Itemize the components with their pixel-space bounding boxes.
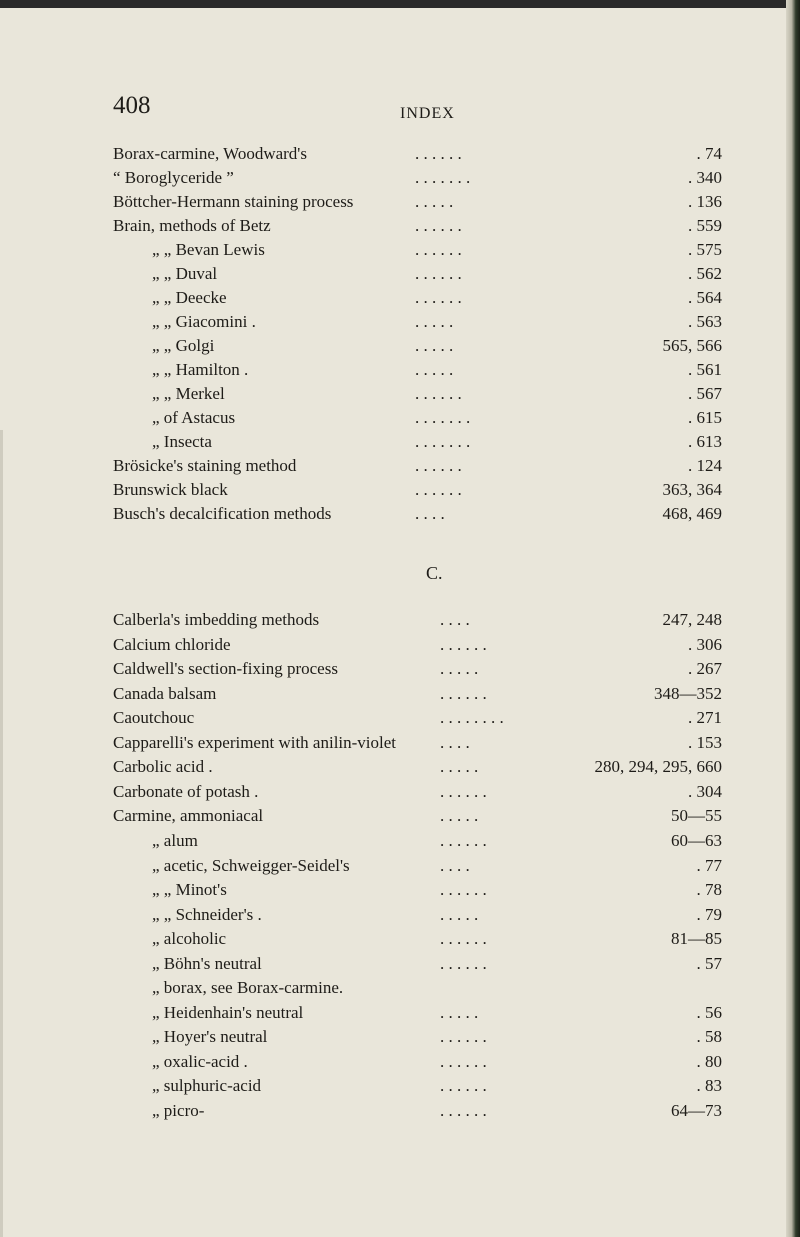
index-entry (0, 854, 800, 878)
entry-leader-dots: . . . . . (415, 192, 454, 211)
entry-page-ref: 81—85 (671, 929, 722, 949)
index-entry (0, 633, 800, 657)
entry-leader-dots: . . . . (440, 855, 470, 875)
entry-page-ref: 247, 248 (662, 610, 722, 629)
entry-leader-dots: . . . . . . (415, 144, 462, 163)
entry-leader-dots: . . . . . . (415, 264, 462, 283)
index-entry (0, 286, 800, 310)
entry-label: „ picro- (152, 1101, 205, 1120)
entry-leader-dots: . . . . . (440, 659, 479, 679)
entry-leader-dots: . . . . . . (440, 880, 487, 900)
running-head: INDEX (400, 105, 455, 122)
entry-page-ref: . 78 (696, 880, 722, 900)
index-entry (0, 1099, 800, 1123)
index-entry (0, 976, 800, 1000)
index-entry (0, 478, 800, 502)
entry-label: „ „ Giacomini . (152, 312, 256, 331)
entry-label: „ „ Hamilton . (152, 360, 249, 379)
index-entry (0, 454, 800, 478)
entry-page-ref: . 564 (688, 288, 722, 307)
entry-page-ref: . 567 (688, 384, 722, 403)
index-entry (0, 142, 800, 166)
index-entry (0, 682, 800, 706)
entry-label: „ „ Golgi (152, 336, 215, 355)
index-entry (0, 1050, 800, 1074)
entry-leader-dots: . . . . . . (440, 1051, 487, 1071)
entry-label: Brain, methods of Betz (113, 216, 271, 235)
entry-leader-dots: . . . . . . . . (440, 708, 504, 728)
entry-page-ref: . 136 (688, 192, 722, 211)
entry-leader-dots: . . . . . . (440, 1027, 487, 1047)
entry-page-ref: . 559 (688, 216, 722, 235)
entry-page-ref: . 562 (688, 264, 722, 283)
index-entry (0, 829, 800, 853)
entry-leader-dots: . . . . . . (415, 288, 462, 307)
entry-page-ref: . 74 (696, 144, 722, 163)
entry-leader-dots: . . . . . . (440, 1101, 487, 1120)
entry-page-ref: . 79 (696, 904, 722, 924)
entry-leader-dots: . . . . . . (440, 929, 487, 949)
index-entry (0, 262, 800, 286)
entry-page-ref: . 57 (696, 953, 722, 973)
entry-label: „ „ Minot's (152, 880, 227, 900)
index-entry (0, 406, 800, 430)
entry-label: „ Böhn's neutral (152, 953, 262, 973)
entry-label: Böttcher-Hermann staining process (113, 192, 354, 211)
index-entry (0, 238, 800, 262)
entry-leader-dots: . . . . . . . (415, 408, 471, 427)
entry-page-ref: . 56 (696, 1002, 722, 1022)
entry-label: Brunswick black (113, 480, 228, 499)
entry-page-ref: . 58 (696, 1027, 722, 1047)
entry-page-ref: . 615 (688, 408, 722, 427)
entry-label: Calberla's imbedding methods (113, 610, 320, 629)
index-entry (0, 430, 800, 454)
entry-leader-dots: . . . . . . (440, 634, 487, 654)
entry-label: „ „ Deecke (152, 288, 227, 307)
entry-label: „ Hoyer's neutral (152, 1027, 268, 1047)
entry-label: Calcium chloride (113, 634, 231, 654)
entry-label: Caldwell's section-fixing process (113, 659, 338, 679)
index-entry (0, 190, 800, 214)
index-entry (0, 310, 800, 334)
entry-page-ref: 363, 364 (662, 480, 722, 499)
index-entry (0, 1074, 800, 1098)
entry-page-ref: . 563 (688, 312, 722, 331)
entry-page-ref: 50—55 (671, 806, 722, 826)
index-entry (0, 952, 800, 976)
index-entry (0, 1025, 800, 1049)
entry-leader-dots: . . . . . . (415, 240, 462, 259)
entry-leader-dots: . . . . . . . (415, 168, 471, 187)
entry-label: „ „ Schneider's . (152, 904, 262, 924)
entry-label: „ sulphuric-acid (152, 1076, 262, 1096)
index-entry (0, 608, 800, 632)
entry-leader-dots: . . . . (440, 610, 470, 629)
entry-label: „ alcoholic (152, 929, 227, 949)
index-entry (0, 214, 800, 238)
page-number: 408 (113, 92, 151, 119)
index-entry (0, 706, 800, 730)
entry-page-ref: . 153 (688, 732, 722, 752)
entry-label: „ „ Bevan Lewis (152, 240, 265, 259)
index-entry (0, 382, 800, 406)
entry-leader-dots: . . . . . . (440, 953, 487, 973)
entry-label: Caoutchouc (113, 708, 195, 728)
index-entry (0, 903, 800, 927)
index-entry (0, 502, 800, 526)
entry-leader-dots: . . . . . (415, 312, 454, 331)
entry-label: „ alum (152, 830, 198, 850)
entry-label: “ Boroglyceride ” (113, 168, 234, 187)
entry-leader-dots: . . . . . . (415, 480, 462, 499)
entry-page-ref: . 575 (688, 240, 722, 259)
index-entry (0, 927, 800, 951)
index-entry (0, 166, 800, 190)
section-heading-c: C. (426, 563, 443, 583)
entry-label: „ acetic, Schweigger-Seidel's (152, 855, 350, 875)
entry-page-ref: . 80 (696, 1051, 722, 1071)
entry-leader-dots: . . . . . (440, 806, 479, 826)
entry-leader-dots: . . . . (415, 504, 445, 523)
entry-leader-dots: . . . . . (440, 757, 479, 777)
entry-page-ref: . 83 (696, 1076, 722, 1096)
index-entry (0, 334, 800, 358)
entry-leader-dots: . . . . . (440, 904, 479, 924)
entry-leader-dots: . . . . (440, 732, 470, 752)
entry-leader-dots: . . . . . . (415, 216, 462, 235)
entry-leader-dots: . . . . . . (440, 830, 487, 850)
entry-label: „ Heidenhain's neutral (152, 1002, 304, 1022)
entry-page-ref: 64—73 (671, 1101, 722, 1120)
index-entry (0, 780, 800, 804)
index-entry (0, 1001, 800, 1025)
entry-label: Brösicke's staining method (113, 456, 297, 475)
entry-label: Carmine, ammoniacal (113, 806, 264, 826)
entry-page-ref: . 304 (688, 781, 722, 801)
entry-page-ref: 60—63 (671, 830, 722, 850)
entry-label: Carbonate of potash . (113, 781, 259, 801)
entry-label: Capparelli's experiment with anilin-violet (113, 732, 397, 752)
entry-label: Carbolic acid . (113, 757, 213, 777)
entry-page-ref: . 271 (688, 708, 722, 728)
index-entry (0, 878, 800, 902)
index-entry (0, 731, 800, 755)
index-entry (0, 358, 800, 382)
scan-top-edge (0, 0, 800, 8)
entry-leader-dots: . . . . . (440, 1002, 479, 1022)
entry-leader-dots: . . . . . . (440, 781, 487, 801)
entry-label: „ of Astacus (152, 408, 236, 427)
entry-page-ref: . 124 (688, 456, 722, 475)
entry-leader-dots: . . . . . . (415, 384, 462, 403)
entry-label: „ borax, see Borax-carmine. (152, 978, 344, 998)
entry-page-ref: . 306 (688, 634, 722, 654)
index-entry (0, 804, 800, 828)
index-entry (0, 657, 800, 681)
entry-label: „ „ Merkel (152, 384, 225, 403)
entry-page-ref: 565, 566 (662, 336, 722, 355)
entry-page-ref: . 267 (688, 659, 722, 679)
entry-label: „ „ Duval (152, 264, 218, 283)
entry-page-ref: 280, 294, 295, 660 (594, 757, 722, 777)
entry-page-ref: 348—352 (654, 683, 722, 703)
entry-label: „ oxalic-acid . (152, 1051, 248, 1071)
index-entry (0, 755, 800, 779)
entry-leader-dots: . . . . . . . (415, 432, 471, 451)
entry-leader-dots: . . . . . . (415, 456, 462, 475)
entry-label: Busch's decalcification methods (113, 504, 332, 523)
entry-label: „ Insecta (152, 432, 212, 451)
entry-page-ref: . 613 (688, 432, 722, 451)
entry-page-ref: 468, 469 (662, 504, 722, 523)
entry-label: Borax-carmine, Woodward's (113, 144, 307, 163)
entry-leader-dots: . . . . . (415, 336, 454, 355)
entry-page-ref: . 77 (696, 855, 722, 875)
entry-leader-dots: . . . . . . (440, 683, 487, 703)
entry-page-ref: . 561 (688, 360, 722, 379)
entry-page-ref: . 340 (688, 168, 722, 187)
entry-leader-dots: . . . . . (415, 360, 454, 379)
entry-label: Canada balsam (113, 683, 217, 703)
entry-leader-dots: . . . . . . (440, 1076, 487, 1096)
